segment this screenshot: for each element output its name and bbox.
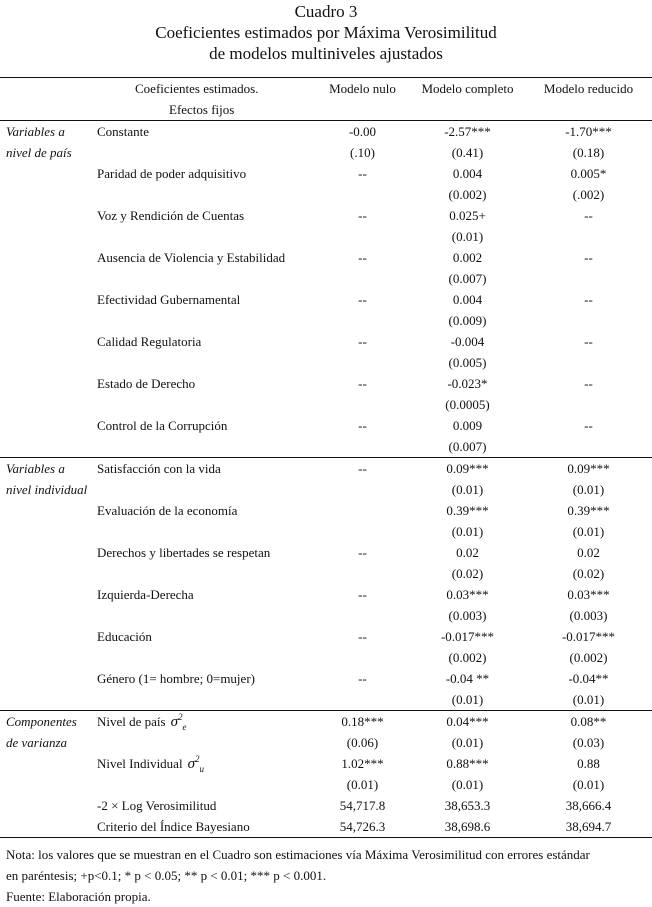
coefficient-value: 0.88*** [446,755,489,771]
group-label [0,289,95,310]
coefficient-value: 0.39*** [567,502,610,518]
coefficient-row [0,289,652,310]
variable-name [95,689,315,711]
standard-error-row [0,563,652,584]
coefficient-row [0,668,652,689]
standard-error-value: (.10) [350,144,375,160]
standard-error-row [0,479,652,500]
coefficient-value: -- [315,458,410,480]
group-label [0,816,95,838]
standard-error-row [0,647,652,668]
coefficient-value: -- [358,628,367,644]
column-header: Modelo completo [410,78,525,100]
standard-error-value [315,521,410,542]
group-label [0,352,95,373]
standard-error-value [315,563,410,584]
variable-name [95,563,315,584]
coefficient-value: -- [358,417,367,433]
standard-error-row [0,310,652,331]
group-label [0,626,95,647]
standard-error-value: (0.01) [572,523,605,539]
coefficient-value: 0.009 [452,417,483,433]
group-label [0,521,95,542]
standard-error-value [315,352,410,373]
coefficient-value: 0.04*** [410,711,525,733]
column-header: Modelo nulo [315,78,410,100]
group-label [0,226,95,247]
standard-error-value: (0.01) [572,691,605,707]
coefficients-table [0,77,652,838]
standard-error-value: (0.01) [451,734,484,750]
standard-error-value: (0.007) [448,270,487,286]
group-label: nivel individual [6,481,88,497]
title-line: Coeficientes estimados por Máxima Verosimilitud [155,23,497,42]
variable-name [95,226,315,247]
coefficient-value: 0.004 [452,291,483,307]
coefficient-row [0,121,652,143]
standard-error-row [0,352,652,373]
group-label [0,584,95,605]
group-label [0,689,95,711]
variable-name: Satisfacción con la vida [95,458,315,480]
standard-error-value [315,689,410,711]
coefficient-row [0,415,652,436]
variable-name: Evaluación de la economía [97,502,238,518]
standard-error-row [0,142,652,163]
variable-name: Estado de Derecho [97,375,196,391]
coefficient-row [0,795,652,816]
coefficient-value: 0.002 [452,249,483,265]
group-label [0,500,95,521]
coefficient-value: -0.017*** [440,628,495,644]
standard-error-value: (0.0005) [445,396,490,412]
coefficient-value: 38,694.7 [525,816,652,838]
coefficient-value: -- [358,207,367,223]
standard-error-value [315,436,410,458]
group-label: Componentes [0,711,95,733]
table-title [0,0,652,64]
note-line: Fuente: Elaboración propia. [6,889,151,904]
sigma-symbol: $\sigma^2_e$ [170,711,187,732]
coefficient-value: 0.18*** [315,711,410,733]
coefficient-value: -- [584,249,593,265]
standard-error-value [525,394,652,415]
group-label [0,163,95,184]
coefficient-value: 0.39*** [446,502,489,518]
coefficient-row [0,542,652,563]
coefficient-row [0,500,652,521]
variable-name [95,352,315,373]
standard-error-row [0,732,652,753]
header-row [0,99,652,121]
standard-error-value: (0.01) [572,481,605,497]
column-header: Modelo reducido [525,78,652,100]
standard-error-value: (0.002) [569,649,608,665]
group-label: Variables a [0,121,95,143]
coefficient-value: -- [358,375,367,391]
coefficient-value: 1.02*** [341,755,384,771]
variable-name [95,732,315,753]
standard-error-value: (0.06) [346,734,379,750]
title-line: Cuadro 3 [294,2,358,21]
standard-error-value: (0.03) [572,734,605,750]
coefficient-value: 54,726.3 [315,816,410,838]
variable-name [95,184,315,205]
coefficient-row [0,163,652,184]
group-label: Variables a [0,458,95,480]
coefficient-value: -- [584,417,593,433]
coefficient-value: -- [358,333,367,349]
coefficient-value: 0.005* [570,165,607,181]
group-label [0,394,95,415]
standard-error-value: (0.01) [451,228,484,244]
standard-error-value: (.002) [572,186,605,202]
coefficient-value: -- [358,670,367,686]
standard-error-value: (0.02) [451,565,484,581]
variable-name [95,479,315,500]
coefficient-value: -- [358,249,367,265]
title-line: de modelos multiniveles ajustados [209,44,443,63]
coefficient-value: 0.02 [456,544,479,560]
coefficient-row [0,816,652,838]
coefficient-value: -0.004 [450,333,485,349]
standard-error-row [0,521,652,542]
variable-name: Calidad Regulatoria [97,333,202,349]
standard-error-value [525,436,652,458]
group-label: de varianza [6,734,68,750]
coefficient-value: -0.00 [315,121,410,143]
group-label [0,205,95,226]
variable-name [95,436,315,458]
standard-error-value: (0.009) [448,312,487,328]
coefficient-value: -- [358,291,367,307]
standard-error-value: (0.01) [451,523,484,539]
coefficient-row [0,373,652,394]
variable-name: Efectividad Gubernamental [97,291,241,307]
standard-error-value: (0.41) [451,144,484,160]
standard-error-value: (0.01) [451,691,484,707]
standard-error-value: (0.01) [572,776,605,792]
variable-name [95,647,315,668]
group-label [0,542,95,563]
standard-error-value [525,268,652,289]
coefficient-value: 0.08** [525,711,652,733]
standard-error-value [315,479,410,500]
coefficient-row [0,331,652,352]
variable-name: Voz y Rendición de Cuentas [97,207,245,223]
coefficient-value: 38,698.6 [410,816,525,838]
coefficient-value: -- [584,333,593,349]
standard-error-value: (0.01) [451,481,484,497]
coefficient-row [0,626,652,647]
coefficient-value: -0.017*** [561,628,616,644]
coefficient-value: -0.04** [568,670,609,686]
coefficient-value: 38,653.3 [444,797,491,813]
header-row [0,78,652,100]
standard-error-row [0,436,652,458]
standard-error-value: (0.01) [451,776,484,792]
coefficient-value: -- [584,207,593,223]
coefficient-row [0,247,652,268]
header-label: Efectos fijos [169,101,235,117]
coefficient-row [0,584,652,605]
variable-name [95,268,315,289]
group-label [0,436,95,458]
sigma-symbol: $\sigma^2_u$ [187,753,204,774]
coefficient-value: 0.02 [577,544,600,560]
coefficient-value: 0.004 [452,165,483,181]
variable-name: Control de la Corrupción [97,417,228,433]
coefficient-value: -- [584,375,593,391]
standard-error-value [315,647,410,668]
group-label [0,268,95,289]
variable-name: Criterio del Índice Bayesiano [95,816,315,838]
coefficient-value: 0.025+ [449,207,486,223]
standard-error-value [315,394,410,415]
standard-error-value [315,226,410,247]
coefficient-value: -- [358,544,367,560]
group-label [0,184,95,205]
group-label [0,310,95,331]
standard-error-value [525,352,652,373]
group-label [0,795,95,816]
standard-error-value: (0.007) [448,438,487,454]
group-label [0,563,95,584]
coefficient-value: 0.03*** [567,586,610,602]
note-line: Nota: los valores que se muestran en el Cuadro son estimaciones vía Máxima Verosimilitud con errores estándar [6,847,590,862]
variable-name [95,142,315,163]
variable-name [95,605,315,626]
coefficient-row [0,753,652,774]
standard-error-value [525,310,652,331]
standard-error-value: (0.01) [346,776,379,792]
standard-error-row [0,184,652,205]
standard-error-row [0,394,652,415]
variable-name: Nivel de país $\sigma^2_e$ [95,711,315,733]
group-label [0,774,95,795]
group-label [0,415,95,436]
variable-name [95,394,315,415]
coefficient-row [0,205,652,226]
group-label [0,373,95,394]
standard-error-value: (0.18) [572,144,605,160]
coefficient-value: 0.03*** [446,586,489,602]
coefficient-value: 0.09*** [410,458,525,480]
standard-error-row [0,226,652,247]
standard-error-value: (0.003) [448,607,487,623]
variable-name: Derechos y libertades se respetan [97,544,271,560]
group-label [0,647,95,668]
standard-error-value [315,605,410,626]
coefficient-row [0,458,652,480]
variable-name [95,774,315,795]
standard-error-value: (0.02) [572,565,605,581]
variable-name: Izquierda-Derecha [97,586,194,602]
coefficient-value: -0.023* [447,375,488,391]
group-label [0,668,95,689]
variable-name: Constante [95,121,315,143]
standard-error-value: (0.002) [448,649,487,665]
coefficient-value: -- [584,291,593,307]
variable-name [95,521,315,542]
standard-error-row [0,689,652,711]
standard-error-value [315,184,410,205]
group-label [0,331,95,352]
standard-error-value: (0.003) [569,607,608,623]
header-label: Coeficientes estimados. [95,78,315,100]
variable-name: -2 × Log Verosimilitud [97,797,217,813]
standard-error-value [315,310,410,331]
coefficient-value [315,500,410,521]
coefficient-value: 54,717.8 [339,797,386,813]
note-line: en paréntesis; +p<0.1; * p < 0.05; ** p < 0.01; *** p < 0.001. [6,868,327,883]
group-label [0,605,95,626]
variable-name: Ausencia de Violencia y Estabilidad [97,249,286,265]
group-label [0,753,95,774]
coefficient-value: 0.88 [577,755,600,771]
coefficient-value: 38,666.4 [565,797,612,813]
standard-error-row [0,774,652,795]
variable-name [95,310,315,331]
table-notes [6,844,590,907]
coefficient-row [0,711,652,733]
group-label: nivel de país [6,144,72,160]
standard-error-value: (0.005) [448,354,487,370]
coefficient-value: -0.04 ** [445,670,490,686]
standard-error-value [525,226,652,247]
variable-name: Género (1= hombre; 0=mujer) [97,670,255,686]
coefficient-value: 0.09*** [525,458,652,480]
standard-error-value: (0.002) [448,186,487,202]
standard-error-value [315,268,410,289]
variable-name: Educación [97,628,152,644]
group-label [0,247,95,268]
variable-name: Nivel Individual $\sigma^2_u$ [97,753,204,774]
standard-error-row [0,605,652,626]
coefficient-value: -- [358,165,367,181]
variable-name: Paridad de poder adquisitivo [97,165,247,181]
coefficient-value: -- [358,586,367,602]
standard-error-row [0,268,652,289]
coefficient-value: -1.70*** [525,121,652,143]
coefficient-value: -2.57*** [410,121,525,143]
